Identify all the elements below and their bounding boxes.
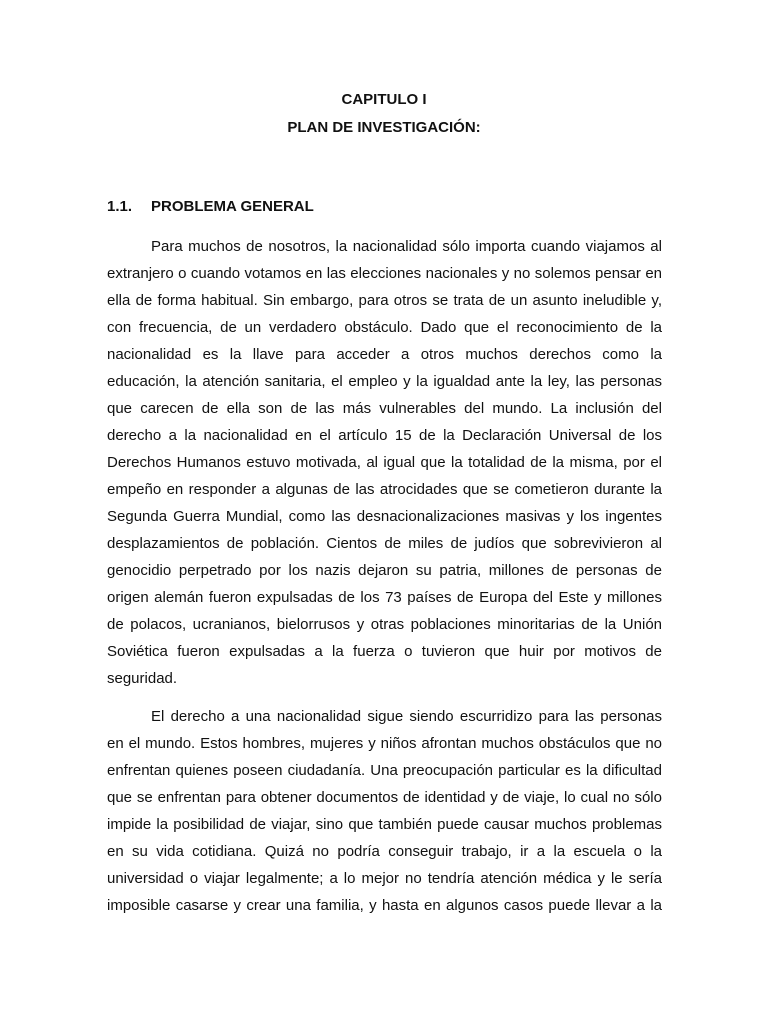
paragraph-line: universidad o viajar legalmente; a lo mejor no tendría atención médica y le sería: [107, 870, 662, 887]
paragraph-line: derecho a la nacionalidad en el artículo 15 de la Declaración Universal de los: [107, 427, 662, 444]
paragraph-line: que carecen de ella son de las más vulnerables del mundo. La inclusión del: [107, 400, 662, 417]
paragraph-line: enfrentan quienes poseen ciudadanía. Una preocupación particular es la dificultad: [107, 762, 662, 779]
paragraph-line: desplazamientos de población. Cientos de miles de judíos que sobrevivieron al: [107, 535, 662, 552]
paragraph-line: origen alemán fueron expulsadas de los 73 países de Europa del Este y millones: [107, 589, 662, 606]
paragraph-line: genocidio perpetrado por los nazis dejaron su patria, millones de personas de: [107, 562, 662, 579]
paragraph-line: que se enfrentan para obtener documentos de identidad y de viaje, lo cual no sólo: [107, 789, 662, 806]
paragraph-line: en su vida cotidiana. Quizá no podría conseguir trabajo, ir a la escuela o la: [107, 843, 662, 860]
paragraph-line: seguridad.: [107, 670, 178, 687]
paragraph-line: Segunda Guerra Mundial, como las desnacionalizaciones masivas y los ingentes: [107, 508, 662, 525]
section-number: 1.1.: [107, 198, 133, 215]
paragraph-line: Soviética fueron expulsadas a la fuerza o tuvieron que huir por motivos de: [107, 643, 662, 660]
paragraph-line: ella de forma habitual. Sin embargo, para otros se trata de un asunto ineludible y,: [107, 292, 662, 309]
paragraph-line: impide la posibilidad de viajar, sino que también puede causar muchos problemas: [107, 816, 662, 833]
paragraph-line: nacionalidad es la llave para acceder a otros muchos derechos como la: [107, 346, 662, 363]
paragraph-line: educación, la atención sanitaria, el empleo y la igualdad ante la ley, las personas: [107, 373, 662, 390]
paragraph-line: El derecho a una nacionalidad sigue siendo escurridizo para las personas: [151, 708, 662, 725]
chapter-title: CAPITULO I: [341, 91, 427, 108]
section-title: PROBLEMA GENERAL: [151, 198, 314, 215]
paragraph-line: Derechos Humanos estuvo motivada, al igual que la totalidad de la misma, por el: [107, 454, 662, 471]
paragraph-1: [107, 237, 662, 696]
paragraph-line: en el mundo. Estos hombres, mujeres y niños afrontan muchos obstáculos que no: [107, 735, 662, 752]
paragraph-line: imposible casarse y crear una familia, y hasta en algunos casos puede llevar a la: [107, 897, 662, 914]
paragraph-line: de polacos, ucranianos, bielorrusos y otras poblaciones minoritarias de la Unión: [107, 616, 662, 633]
paragraph-line: extranjero o cuando votamos en las elecciones nacionales y no solemos pensar en: [107, 265, 662, 282]
section-heading: [107, 198, 314, 216]
paragraph-2: [107, 707, 662, 923]
paragraph-line: empeño en responder a algunas de las atrocidades que se cometieron durante la: [107, 481, 662, 498]
paragraph-line: con frecuencia, de un verdadero obstáculo. Dado que el reconocimiento de la: [107, 319, 662, 336]
paragraph-line: Para muchos de nosotros, la nacionalidad sólo importa cuando viajamos al: [151, 238, 662, 255]
chapter-subtitle: PLAN DE INVESTIGACIÓN:: [287, 119, 481, 136]
